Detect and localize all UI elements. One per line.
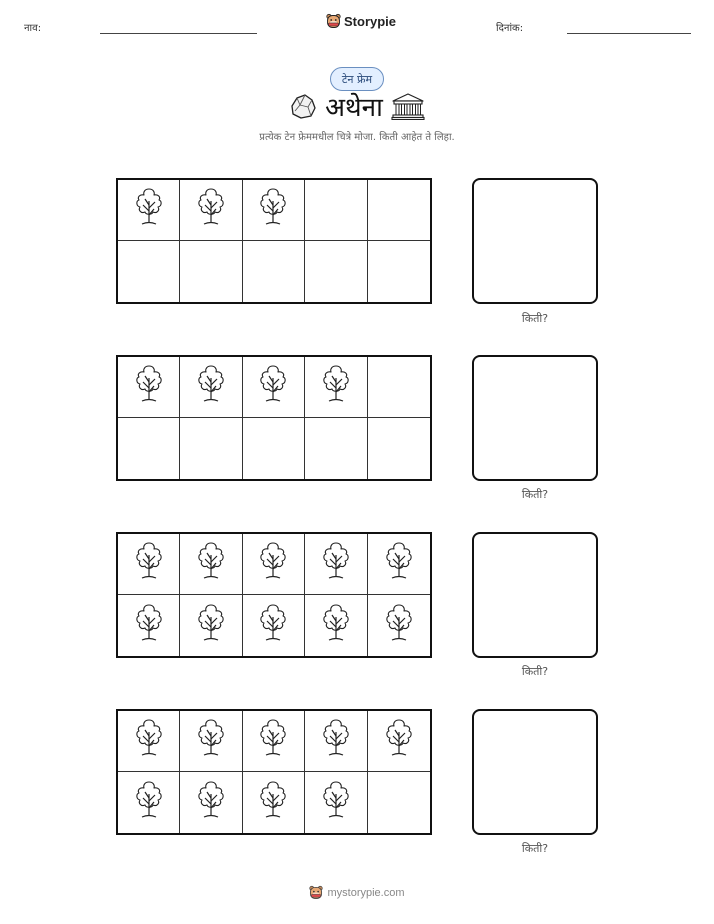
frame-cell [180, 357, 242, 418]
frame-cell [180, 711, 242, 772]
frame-cell [305, 711, 367, 772]
tree-icon [321, 364, 351, 410]
how-many-label-3: किती? [521, 665, 549, 678]
frame-cell [180, 180, 242, 241]
page-title: अथेना [325, 93, 383, 123]
temple-icon [391, 92, 425, 120]
brand [326, 13, 396, 29]
frame-cell [180, 418, 242, 479]
bear-mascot-icon [309, 885, 323, 900]
frame-cell [118, 357, 180, 418]
frame-cell [368, 418, 430, 479]
tree-icon [321, 718, 351, 764]
title-row [0, 88, 714, 124]
footer-url[interactable]: mystorypie.com [327, 886, 405, 899]
frame-cell [243, 180, 305, 241]
tree-icon [196, 364, 226, 410]
tree-icon [134, 541, 164, 587]
tree-icon [258, 780, 288, 826]
frame-cell [305, 418, 367, 479]
frame-cell [243, 772, 305, 833]
tree-icon [258, 603, 288, 649]
answer-box-4[interactable] [472, 709, 598, 835]
tree-icon [134, 364, 164, 410]
frame-cell [368, 595, 430, 656]
tree-icon [134, 187, 164, 233]
tree-icon [134, 718, 164, 764]
tree-icon [321, 541, 351, 587]
frame-cell [118, 241, 180, 302]
frame-cell [118, 418, 180, 479]
ten-frame-4 [116, 709, 432, 835]
topic-badge: टेन फ्रेम [330, 67, 384, 91]
how-many-label-4: किती? [521, 842, 549, 855]
tree-icon [384, 541, 414, 587]
name-label: नाव: [24, 23, 42, 34]
frame-cell [243, 595, 305, 656]
tree-icon [321, 603, 351, 649]
frame-cell [243, 357, 305, 418]
answer-box-3[interactable] [472, 532, 598, 658]
frame-cell [180, 534, 242, 595]
date-label: दिनांक: [496, 23, 524, 34]
tree-icon [258, 187, 288, 233]
answer-box-2[interactable] [472, 355, 598, 481]
tree-icon [196, 780, 226, 826]
frame-cell [305, 595, 367, 656]
frame-cell [368, 357, 430, 418]
tree-icon [258, 364, 288, 410]
date-line[interactable] [567, 33, 691, 34]
frame-cell [180, 772, 242, 833]
frame-cell [243, 241, 305, 302]
frame-cell [180, 241, 242, 302]
frame-cell [243, 534, 305, 595]
tree-icon [384, 603, 414, 649]
brand-name: Storypie [344, 13, 397, 29]
frame-cell [118, 180, 180, 241]
frame-cell [118, 534, 180, 595]
tree-icon [258, 541, 288, 587]
tree-icon [196, 603, 226, 649]
instructions: प्रत्येक टेन फ्रेममधील चित्रे मोजा. किती आहेत ते लिहा. [259, 132, 455, 143]
bear-mascot-icon [326, 13, 341, 29]
tree-icon [196, 718, 226, 764]
frame-cell [368, 534, 430, 595]
tree-icon [134, 603, 164, 649]
frame-cell [368, 711, 430, 772]
frame-cell [118, 772, 180, 833]
frame-cell [180, 595, 242, 656]
frame-cell [305, 241, 367, 302]
ten-frame-2 [116, 355, 432, 481]
ten-frame-1 [116, 178, 432, 304]
tree-icon [321, 780, 351, 826]
tree-icon [196, 541, 226, 587]
ten-frame-3 [116, 532, 432, 658]
frame-cell [368, 772, 430, 833]
tree-icon [258, 718, 288, 764]
frame-cell [305, 534, 367, 595]
rock-icon [289, 92, 317, 120]
tree-icon [196, 187, 226, 233]
tree-icon [384, 718, 414, 764]
frame-cell [305, 772, 367, 833]
frame-cell [118, 711, 180, 772]
frame-cell [243, 418, 305, 479]
frame-cell [118, 595, 180, 656]
answer-box-1[interactable] [472, 178, 598, 304]
frame-cell [368, 241, 430, 302]
frame-cell [368, 180, 430, 241]
frame-cell [243, 711, 305, 772]
tree-icon [134, 780, 164, 826]
frame-cell [305, 357, 367, 418]
frame-cell [305, 180, 367, 241]
name-line[interactable] [100, 33, 257, 34]
how-many-label-2: किती? [521, 488, 549, 501]
footer [0, 885, 714, 900]
how-many-label-1: किती? [521, 312, 549, 325]
